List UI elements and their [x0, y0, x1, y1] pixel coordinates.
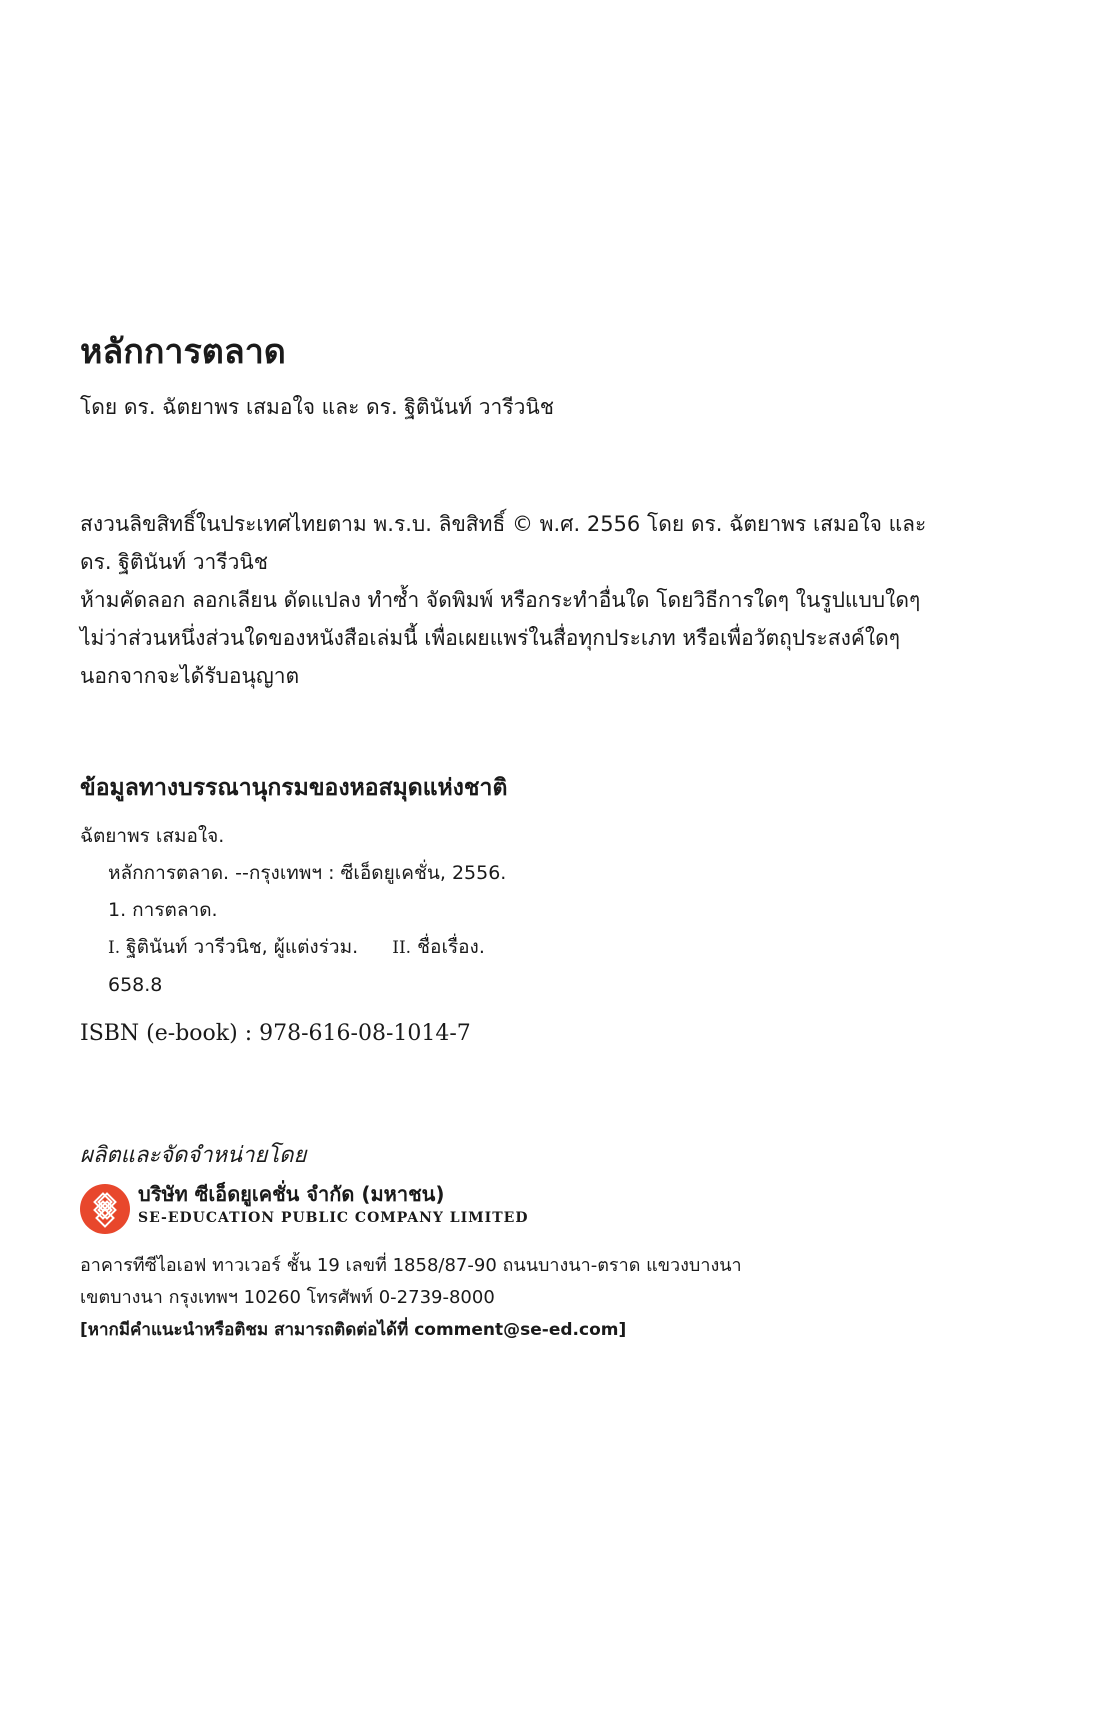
added-entry-number: I. [108, 938, 121, 958]
book-title: หลักการตลาด [80, 332, 286, 372]
copyright-line: ดร. ฐิตินันท์ วารีวนิช [80, 550, 268, 574]
added-entry-text: ชื่อเรื่อง. [417, 936, 485, 958]
publisher-address [80, 1250, 742, 1314]
author-line: โดย ดร. ฉัตยาพร เสมอใจ และ ดร. ฐิตินันท์ วารีวนิช [80, 395, 555, 419]
isbn: ISBN (e-book) : 978-616-08-1014-7 [80, 1021, 471, 1046]
cataloging-author: ฉัตยาพร เสมอใจ. [80, 825, 225, 847]
copyright-line: สงวนลิขสิทธิ์ในประเทศไทยตาม พ.ร.บ. ลิขสิทธิ์ © พ.ศ. 2556 โดย ดร. ฉัตยาพร เสมอใจ และ [80, 512, 927, 536]
publisher-name-english: SE-EDUCATION PUBLIC COMPANY LIMITED [138, 1210, 529, 1226]
cataloging-subject: 1. การตลาด. [108, 899, 218, 921]
copyright-line: นอกจากจะได้รับอนุญาต [80, 664, 300, 688]
cataloging-title: หลักการตลาด. --กรุงเทพฯ : ซีเอ็ดยูเคชั่น, 2556. [108, 862, 507, 884]
cataloging-entries [80, 818, 506, 1004]
contact-line: [หากมีคำแนะนำหรือติชม สามารถติดต่อได้ที่ comment@se-ed.com] [80, 1320, 627, 1340]
cataloging-added-entries [80, 929, 506, 967]
address-line: อาคารทีซีไอเอฟ ทาวเวอร์ ชั้น 19 เลขที่ 1858/87-90 ถนนบางนา-ตราด แขวงบางนา [80, 1255, 742, 1276]
address-line: เขตบางนา กรุงเทพฯ 10260 โทรศัพท์ 0-2739-8000 [80, 1287, 495, 1308]
copyright-notice [80, 505, 1010, 695]
added-entry-text: ฐิตินันท์ วารีวนิช, ผู้แต่งร่วม. [126, 936, 359, 958]
cataloging-heading: ข้อมูลทางบรรณานุกรมของหอสมุดแห่งชาติ [80, 775, 508, 801]
classification-number: 658.8 [108, 974, 163, 996]
copyright-line: ไม่ว่าส่วนหนึ่งส่วนใดของหนังสือเล่มนี้ เพื่อเผยแพร่ในสื่อทุกประเภท หรือเพื่อวัตถุประสงค์ใดๆ [80, 626, 901, 650]
copyright-line: ห้ามคัดลอก ลอกเลียน ดัดแปลง ทำซ้ำ จัดพิมพ์ หรือกระทำอื่นใด โดยวิธีการใดๆ ในรูปแบบใดๆ [80, 588, 921, 612]
produced-by-label: ผลิตและจัดจำหน่ายโดย [80, 1143, 307, 1168]
added-entry-number: II. [392, 938, 412, 958]
publisher-name-thai: บริษัท ซีเอ็ดยูเคชั่น จำกัด (มหาชน) [138, 1182, 445, 1206]
publisher-logo-icon [80, 1184, 130, 1234]
publisher-names [138, 1180, 528, 1228]
